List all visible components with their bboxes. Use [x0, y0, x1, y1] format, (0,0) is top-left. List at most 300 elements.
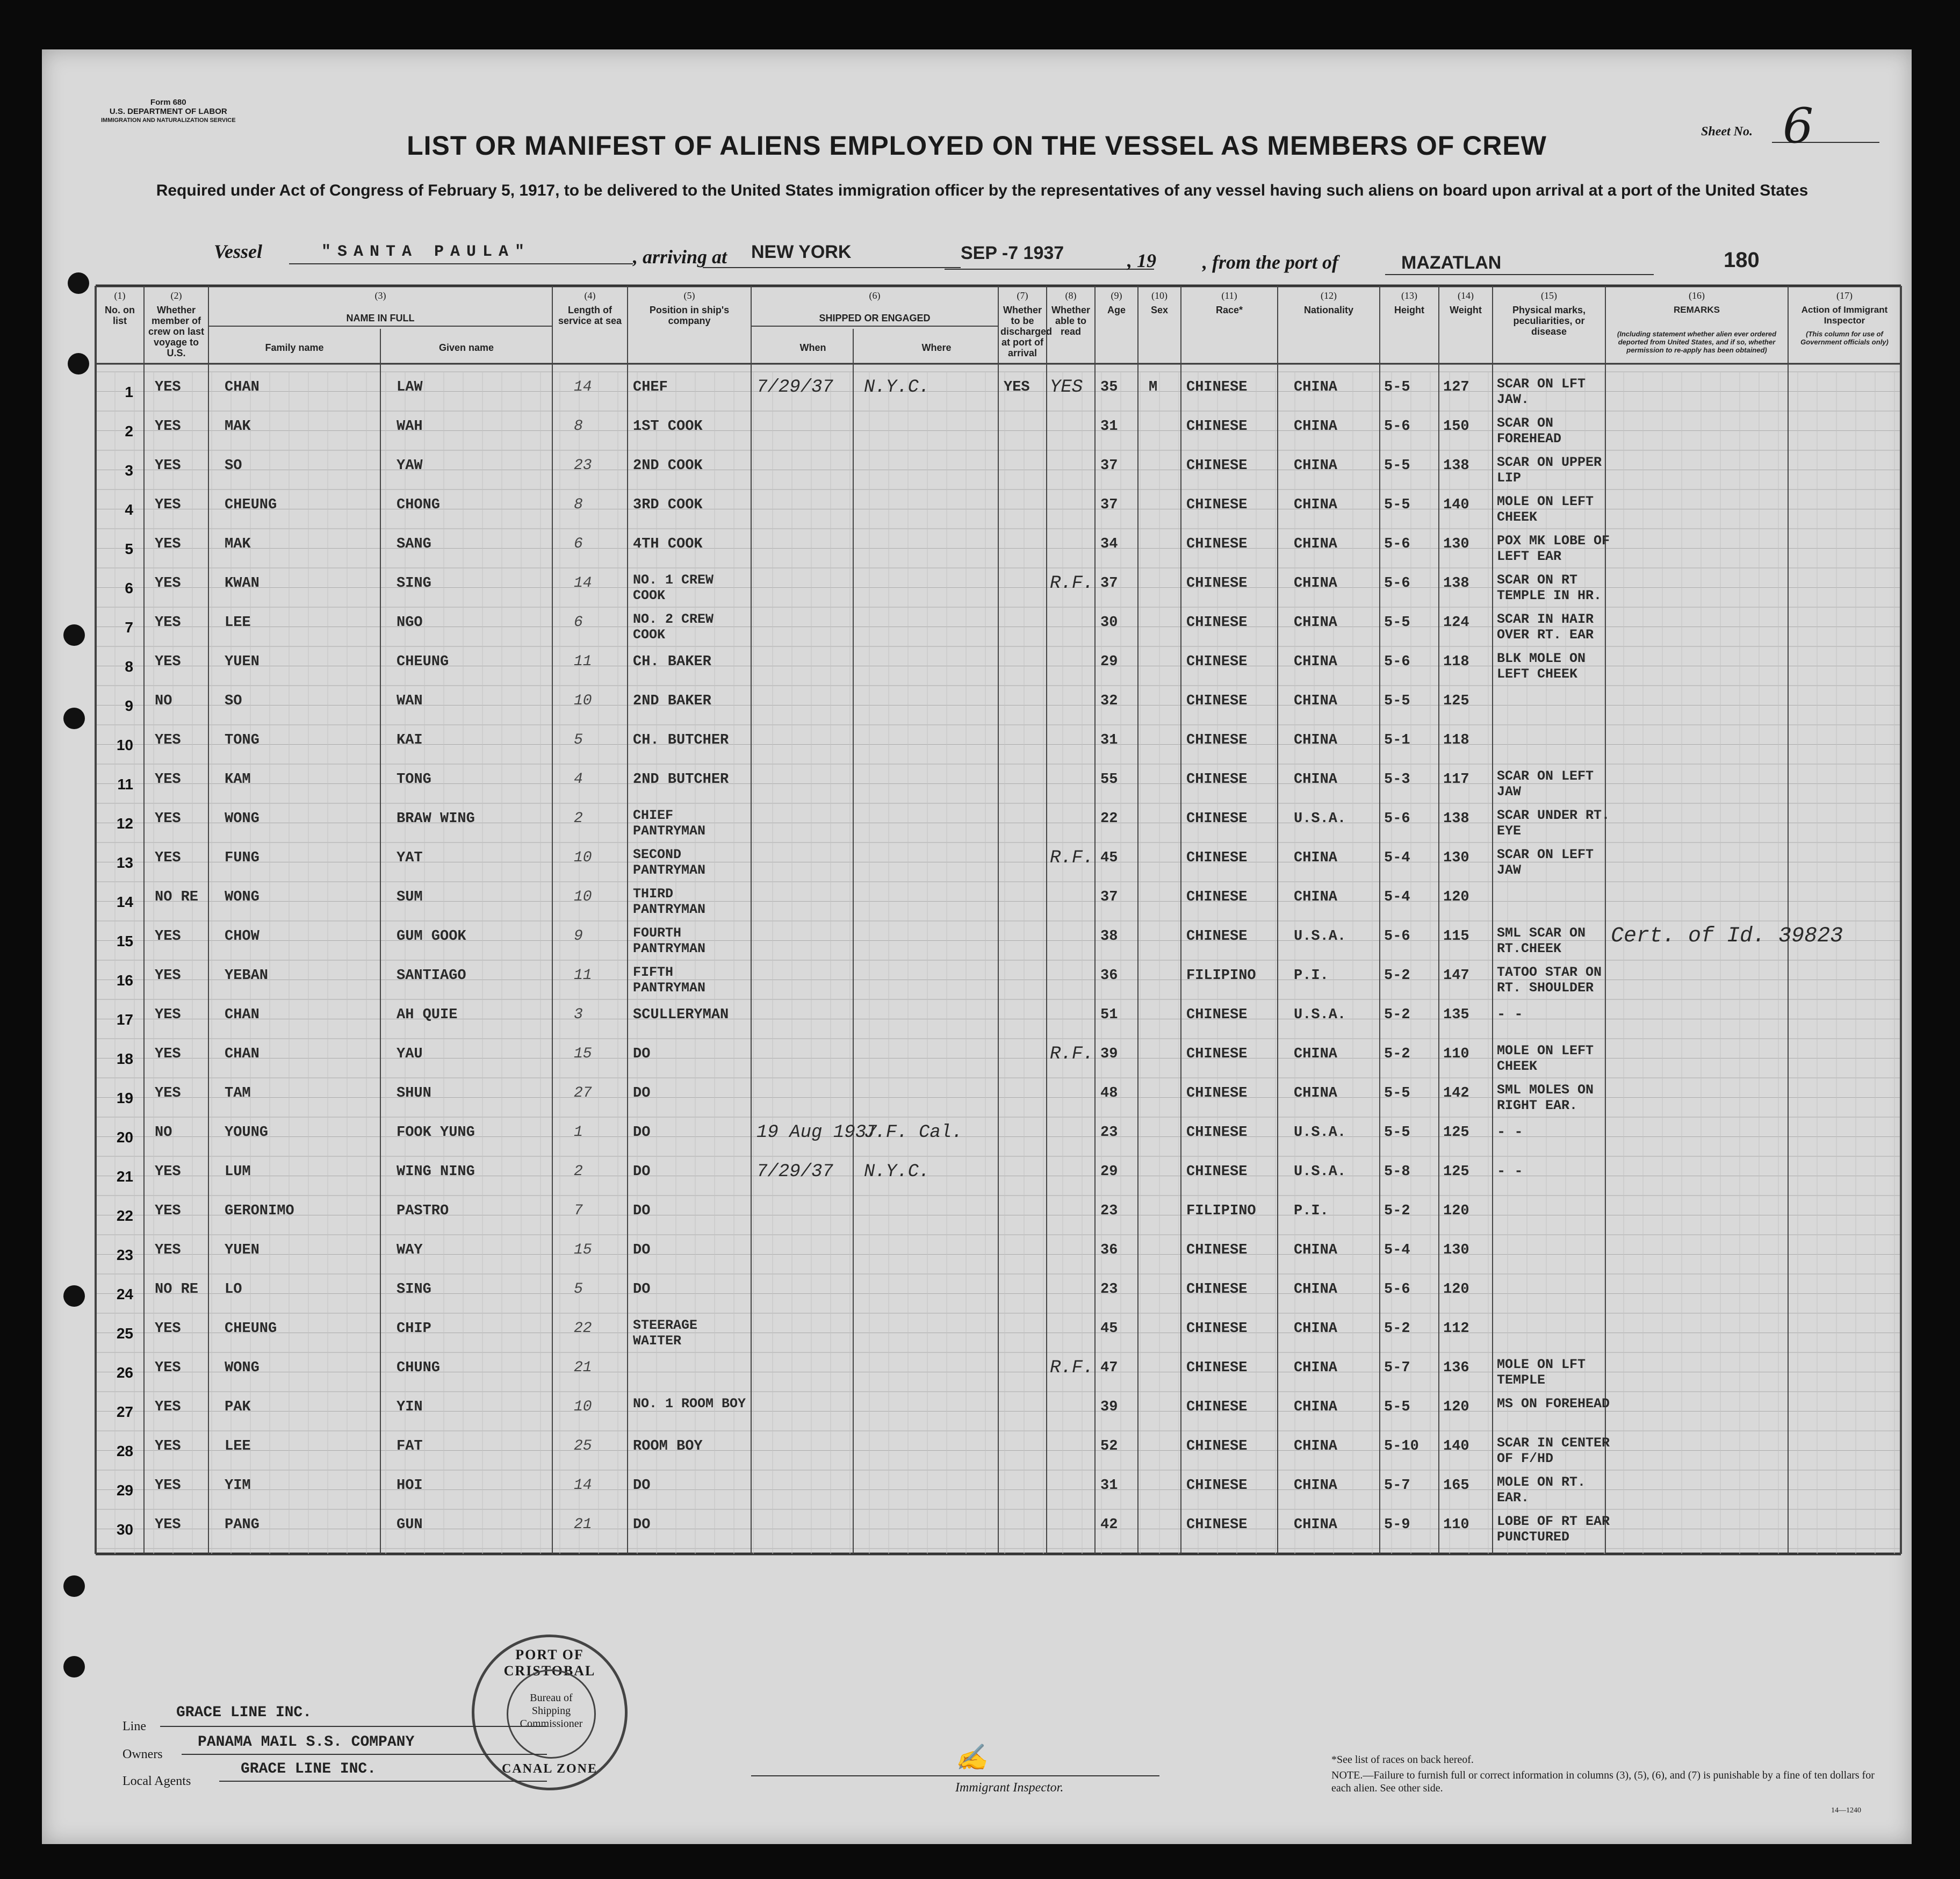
cell-age: 29	[1100, 654, 1118, 670]
cell-service: 7	[574, 1203, 583, 1219]
cell-position: 1ST COOK	[633, 419, 703, 435]
cell-nationality: CHINA	[1294, 536, 1338, 552]
cell-given: YIN	[397, 1399, 423, 1415]
cell-family: LO	[225, 1282, 242, 1298]
form-code: 14—1240	[1831, 1806, 1861, 1815]
stamp-center-text: Bureau of Shipping Commissioner	[520, 1692, 583, 1730]
column-subheader-c6-a: When	[799, 342, 826, 353]
cell-service: 6	[574, 536, 583, 552]
page-subtitle: Required under Act of Congress of February 5, 1917, to be delivered to the United States immigration officer by the representatives of any vessel having such aliens on board upon arrival at a port of the United States	[156, 182, 1808, 199]
cell-service: 14	[574, 379, 592, 395]
cell-nationality: CHINA	[1294, 575, 1338, 592]
cell-age: 42	[1100, 1517, 1118, 1533]
sheet-number-label: Sheet No.	[1701, 125, 1753, 139]
cell-family: PAK	[225, 1399, 251, 1415]
cell-where: N.Y.C.	[864, 1162, 930, 1182]
cell-weight: 120	[1443, 1399, 1469, 1415]
cell-crew: YES	[155, 1478, 181, 1494]
cell-race: CHINESE	[1186, 1282, 1248, 1298]
cell-weight: 120	[1443, 889, 1469, 905]
form-number: Form 680	[150, 98, 186, 107]
manifest-sheet	[42, 49, 1912, 1844]
cell-read: YES	[1050, 377, 1083, 398]
cell-race: CHINESE	[1186, 928, 1248, 945]
owners-value: PANAMA MAIL S.S. COMPANY	[198, 1734, 415, 1751]
cell-position: NO. 1 CREW COOK	[633, 572, 714, 603]
cell-crew: YES	[155, 1046, 181, 1062]
cell-race: CHINESE	[1186, 1242, 1248, 1258]
cell-height: 5-5	[1384, 1125, 1410, 1141]
cell-position: FOURTH PANTRYMAN	[633, 925, 706, 956]
cell-height: 5-2	[1384, 968, 1410, 984]
cell-weight: 150	[1443, 419, 1469, 435]
owners-underline	[182, 1754, 547, 1755]
cell-remarks: Cert. of Id. 39823	[1611, 924, 1843, 948]
column-header-c14: Weight	[1450, 305, 1482, 315]
cell-family: WONG	[225, 1360, 260, 1376]
cell-given: YAT	[397, 850, 423, 866]
cell-weight: 138	[1443, 811, 1469, 827]
cell-given: CHIP	[397, 1321, 431, 1337]
cell-family: CHEUNG	[225, 1321, 277, 1337]
cell-race: CHINESE	[1186, 850, 1248, 866]
cell-race: CHINESE	[1186, 811, 1248, 827]
column-header-c1: No. on list	[105, 305, 135, 326]
cell-crew: YES	[155, 654, 181, 670]
cell-nationality: CHINA	[1294, 654, 1338, 670]
cell-height: 5-4	[1384, 1242, 1410, 1258]
from-port: MAZATLAN	[1401, 253, 1502, 273]
cell-nationality: CHINA	[1294, 693, 1338, 709]
cell-nationality: CHINA	[1294, 889, 1338, 905]
department-name: U.S. DEPARTMENT OF LABOR	[109, 107, 227, 116]
cell-nationality: CHINA	[1294, 1282, 1338, 1298]
cell-given: LAW	[397, 379, 423, 395]
cell-position: 2ND COOK	[633, 458, 703, 474]
column-number-c3: (3)	[374, 290, 386, 301]
row-number: 13	[116, 854, 133, 871]
cell-crew: NO	[155, 1125, 172, 1141]
cell-marks: SCAR UNDER RT. EYE	[1497, 808, 1610, 839]
cell-nationality: CHINA	[1294, 419, 1338, 435]
row-number: 10	[116, 737, 133, 753]
cell-family: KAM	[225, 772, 251, 788]
penalty-note	[1331, 1769, 1885, 1795]
cell-family: FUNG	[225, 850, 260, 866]
cell-position: DO	[633, 1125, 651, 1141]
row-number: 9	[125, 697, 133, 714]
row-number: 19	[116, 1090, 133, 1106]
cell-nationality: CHINA	[1294, 458, 1338, 474]
cell-nationality: CHINA	[1294, 1399, 1338, 1415]
column-header-c7: Whether to be discharged at port of arrival	[1000, 305, 1053, 358]
cell-given: SHUN	[397, 1085, 431, 1102]
cell-age: 52	[1100, 1438, 1118, 1455]
cell-nationality: CHINA	[1294, 1478, 1338, 1494]
cell-race: CHINESE	[1186, 1125, 1248, 1141]
cell-nationality: CHINA	[1294, 1360, 1338, 1376]
cell-given: HOI	[397, 1478, 423, 1494]
arriving-port: NEW YORK	[751, 242, 852, 262]
column-number-c6: (6)	[869, 290, 881, 301]
column-header-c10: Sex	[1150, 305, 1169, 315]
cell-height: 5-7	[1384, 1478, 1410, 1494]
cell-race: CHINESE	[1186, 1360, 1248, 1376]
row-number: 28	[116, 1443, 133, 1459]
column-header-c13: Height	[1394, 305, 1424, 315]
cell-height: 5-2	[1384, 1046, 1410, 1062]
cell-weight: 130	[1443, 536, 1469, 552]
cell-age: 32	[1100, 693, 1118, 709]
row-number: 26	[116, 1364, 133, 1381]
row-number: 16	[116, 972, 133, 989]
cell-service: 14	[574, 1477, 592, 1494]
cell-nationality: P.I.	[1294, 1203, 1329, 1219]
column-number-c2: (2)	[170, 290, 182, 301]
cell-crew: YES	[155, 1438, 181, 1455]
vessel-label: Vessel	[214, 241, 262, 262]
cell-marks: MOLE ON RT. EAR.	[1497, 1474, 1586, 1506]
row-number: 12	[116, 815, 133, 832]
cell-given: TONG	[397, 772, 431, 788]
cell-weight: 165	[1443, 1478, 1469, 1494]
cell-nationality: CHINA	[1294, 772, 1338, 788]
cell-service: 21	[574, 1516, 592, 1533]
cell-race: CHINESE	[1186, 575, 1248, 592]
cell-height: 5-5	[1384, 458, 1410, 474]
cell-race: CHINESE	[1186, 1046, 1248, 1062]
cell-nationality: U.S.A.	[1294, 1125, 1346, 1141]
cell-race: CHINESE	[1186, 889, 1248, 905]
line-value: GRACE LINE INC.	[176, 1704, 312, 1721]
cell-race: CHINESE	[1186, 615, 1248, 631]
cell-service: 2	[574, 810, 583, 827]
cell-service: 14	[574, 575, 592, 592]
cell-position: THIRD PANTRYMAN	[633, 886, 706, 917]
cell-service: 9	[574, 928, 583, 945]
from-port-label: , from the port of	[1202, 251, 1339, 273]
row-number: 29	[116, 1482, 133, 1499]
cell-race: FILIPINO	[1186, 1203, 1256, 1219]
column-number-c17: (17)	[1836, 290, 1853, 301]
cell-age: 34	[1100, 536, 1118, 552]
cell-when: 7/29/37	[756, 1162, 833, 1182]
cell-position: DO	[633, 1282, 651, 1298]
row-number: 14	[116, 894, 133, 910]
cell-given: SANG	[397, 536, 431, 552]
cell-service: 5	[574, 1281, 583, 1298]
cell-height: 5-9	[1384, 1517, 1410, 1533]
cell-race: FILIPINO	[1186, 968, 1256, 984]
cell-height: 5-2	[1384, 1321, 1410, 1337]
stamp-ring-top: PORT OF CRISTOBAL	[503, 1647, 596, 1679]
cell-marks: - -	[1497, 1125, 1523, 1141]
cell-weight: 125	[1443, 693, 1469, 709]
cell-weight: 140	[1443, 1438, 1469, 1455]
cell-family: YUEN	[225, 1242, 260, 1258]
cell-service: 27	[574, 1085, 592, 1102]
cell-nationality: U.S.A.	[1294, 1007, 1346, 1023]
cell-marks: MS ON FOREHEAD	[1497, 1396, 1610, 1412]
column-number-c13: (13)	[1401, 290, 1417, 301]
cell-weight: 110	[1443, 1046, 1469, 1062]
column-number-c14: (14)	[1458, 290, 1474, 301]
cell-family: CHAN	[225, 1046, 260, 1062]
stamp-inner-circle	[507, 1669, 596, 1759]
cell-weight: 124	[1443, 615, 1469, 631]
row-number: 6	[125, 580, 133, 596]
cell-family: YOUNG	[225, 1125, 269, 1141]
cell-height: 5-2	[1384, 1203, 1410, 1219]
cell-weight: 118	[1443, 654, 1469, 670]
column-number-c16: (16)	[1689, 290, 1705, 301]
cell-position: DO	[633, 1203, 651, 1219]
cell-age: 37	[1100, 458, 1118, 474]
cell-given: WAY	[397, 1242, 423, 1258]
cell-family: GERONIMO	[225, 1203, 294, 1219]
cell-race: CHINESE	[1186, 419, 1248, 435]
cell-read: R.F.	[1050, 848, 1094, 868]
cell-nationality: CHINA	[1294, 1517, 1338, 1533]
cell-weight: 138	[1443, 575, 1469, 592]
cell-given: CHEUNG	[397, 654, 449, 670]
row-number: 23	[116, 1247, 133, 1263]
cell-nationality: U.S.A.	[1294, 1164, 1346, 1180]
cell-race: CHINESE	[1186, 1321, 1248, 1337]
column-number-c15: (15)	[1541, 290, 1557, 301]
cell-discharge: YES	[1004, 379, 1030, 395]
column-header-c15: Physical marks, peculiarities, or disease	[1512, 305, 1586, 337]
column-number-c4: (4)	[584, 290, 596, 301]
cell-weight: 120	[1443, 1282, 1469, 1298]
cell-marks: SCAR ON LEFT JAW	[1497, 768, 1594, 800]
cell-read: R.F.	[1050, 1358, 1094, 1378]
cell-nationality: CHINA	[1294, 1321, 1338, 1337]
cell-service: 22	[574, 1320, 592, 1337]
cell-given: WAH	[397, 419, 423, 435]
cell-age: 39	[1100, 1399, 1118, 1415]
cell-crew: YES	[155, 732, 181, 748]
cell-service: 8	[574, 496, 583, 513]
cell-given: FOOK YUNG	[397, 1125, 475, 1141]
cell-crew: YES	[155, 928, 181, 945]
cell-service: 11	[574, 653, 592, 670]
cell-nationality: CHINA	[1294, 1242, 1338, 1258]
cell-nationality: U.S.A.	[1294, 928, 1346, 945]
cell-race: CHINESE	[1186, 458, 1248, 474]
cell-crew: YES	[155, 1242, 181, 1258]
cell-age: 31	[1100, 732, 1118, 748]
cell-family: PANG	[225, 1517, 260, 1533]
cell-family: LUM	[225, 1164, 251, 1180]
column-note-c17: (This column for use of Government officials only)	[1800, 330, 1889, 346]
inspector-label: Immigrant Inspector.	[955, 1781, 1064, 1795]
cell-position: ROOM BOY	[633, 1438, 703, 1455]
cell-crew: YES	[155, 536, 181, 552]
cell-family: CHOW	[225, 928, 260, 945]
cell-given: GUM GOOK	[397, 928, 466, 945]
column-number-c7: (7)	[1017, 290, 1028, 301]
cell-given: YAW	[397, 458, 423, 474]
cell-height: 5-6	[1384, 654, 1410, 670]
cell-given: SUM	[397, 889, 423, 905]
cell-where: J.F. Cal.	[864, 1122, 963, 1143]
cell-family: CHAN	[225, 1007, 260, 1023]
column-header-c11: Race*	[1215, 305, 1243, 315]
vessel-name: "SANTA PAULA"	[321, 243, 531, 261]
cell-position: DO	[633, 1478, 651, 1494]
row-number: 11	[117, 776, 133, 793]
cell-given: FAT	[397, 1438, 423, 1455]
cell-nationality: U.S.A.	[1294, 811, 1346, 827]
row-number: 8	[125, 658, 133, 675]
cell-weight: 115	[1443, 928, 1469, 945]
cell-marks: SCAR IN HAIR OVER RT. EAR	[1497, 611, 1594, 643]
row-number: 4	[125, 501, 133, 518]
cell-race: CHINESE	[1186, 693, 1248, 709]
cell-position: FIFTH PANTRYMAN	[633, 964, 706, 996]
cell-height: 5-7	[1384, 1360, 1410, 1376]
cell-age: 37	[1100, 497, 1118, 513]
cell-position: NO. 2 CREW COOK	[633, 611, 714, 643]
cell-crew: NO	[155, 693, 172, 709]
cell-family: YUEN	[225, 654, 260, 670]
cell-position: CHIEF PANTRYMAN	[633, 808, 706, 839]
column-header-c12: Nationality	[1303, 305, 1353, 315]
column-number-c11: (11)	[1221, 290, 1237, 301]
cell-age: 36	[1100, 1242, 1118, 1258]
cell-marks: MOLE ON LEFT CHEEK	[1497, 494, 1594, 525]
cell-nationality: CHINA	[1294, 497, 1338, 513]
cell-age: 55	[1100, 772, 1118, 788]
cell-crew: YES	[155, 772, 181, 788]
cell-nationality: CHINA	[1294, 1046, 1338, 1062]
cell-height: 5-5	[1384, 379, 1410, 395]
row-number: 15	[116, 933, 133, 949]
cell-weight: 138	[1443, 458, 1469, 474]
cell-given: AH QUIE	[397, 1007, 458, 1023]
cell-family: CHAN	[225, 379, 260, 395]
cell-race: CHINESE	[1186, 772, 1248, 788]
cell-marks: SML MOLES ON RIGHT EAR.	[1497, 1082, 1594, 1113]
cell-marks: SCAR ON RT TEMPLE IN HR.	[1497, 572, 1602, 603]
cell-read: R.F.	[1050, 1044, 1094, 1064]
cell-given: CHONG	[397, 497, 441, 513]
cell-position: DO	[633, 1164, 651, 1180]
cell-given: KAI	[397, 732, 423, 748]
cell-weight: 135	[1443, 1007, 1469, 1023]
service-name: IMMIGRATION AND NATURALIZATION SERVICE	[101, 117, 236, 124]
cell-race: CHINESE	[1186, 1478, 1248, 1494]
cell-race: CHINESE	[1186, 1007, 1248, 1023]
cell-crew: YES	[155, 458, 181, 474]
cell-race: CHINESE	[1186, 1164, 1248, 1180]
cell-position: CH. BAKER	[633, 654, 711, 670]
cell-position: 3RD COOK	[633, 497, 703, 513]
cell-marks: MOLE ON LFT TEMPLE	[1497, 1357, 1586, 1388]
cell-height: 5-4	[1384, 850, 1410, 866]
column-number-c5: (5)	[683, 290, 695, 301]
cell-marks: SCAR ON LFT JAW.	[1497, 376, 1586, 407]
cell-crew: NO RE	[155, 1282, 199, 1298]
cell-marks: - -	[1497, 1007, 1523, 1023]
cell-crew: YES	[155, 1203, 181, 1219]
cell-weight: 130	[1443, 850, 1469, 866]
cell-race: CHINESE	[1186, 379, 1248, 395]
cell-age: 51	[1100, 1007, 1118, 1023]
cell-service: 25	[574, 1438, 592, 1455]
column-header-c8: Whether able to read	[1051, 305, 1090, 337]
row-number: 21	[116, 1168, 133, 1185]
agents-value: GRACE LINE INC.	[241, 1761, 377, 1777]
cell-race: CHINESE	[1186, 1438, 1248, 1455]
cell-weight: 120	[1443, 1203, 1469, 1219]
cell-marks: TATOO STAR ON RT. SHOULDER	[1497, 964, 1602, 996]
cell-nationality: CHINA	[1294, 1085, 1338, 1102]
cell-service: 10	[574, 693, 592, 709]
cell-age: 48	[1100, 1085, 1118, 1102]
cell-marks: SCAR ON UPPER LIP	[1497, 455, 1602, 486]
cell-service: 8	[574, 418, 583, 435]
cell-crew: YES	[155, 850, 181, 866]
cell-crew: YES	[155, 1399, 181, 1415]
cell-marks: SML SCAR ON RT.CHEEK	[1497, 925, 1586, 956]
cell-service: 21	[574, 1359, 592, 1376]
cell-age: 22	[1100, 811, 1118, 827]
row-number: 24	[116, 1286, 133, 1302]
note-label: NOTE.	[1331, 1769, 1363, 1781]
cell-age: 45	[1100, 850, 1118, 866]
cell-height: 5-5	[1384, 497, 1410, 513]
column-subheader-c3-b: Given name	[438, 342, 494, 353]
cell-family: SO	[225, 693, 242, 709]
cell-given: BRAW WING	[397, 811, 475, 827]
cell-age: 23	[1100, 1125, 1118, 1141]
cell-nationality: CHINA	[1294, 732, 1338, 748]
cell-marks: - -	[1497, 1164, 1523, 1180]
cell-weight: 136	[1443, 1360, 1469, 1376]
cell-service: 10	[574, 1399, 592, 1415]
cell-age: 45	[1100, 1321, 1118, 1337]
cell-service: 6	[574, 614, 583, 631]
agents-underline	[219, 1781, 547, 1782]
cell-family: MAK	[225, 536, 251, 552]
cell-age: 29	[1100, 1164, 1118, 1180]
cell-family: LEE	[225, 1438, 251, 1455]
cell-crew: YES	[155, 575, 181, 592]
cell-crew: YES	[155, 968, 181, 984]
column-header-c16: REMARKS	[1674, 305, 1720, 315]
cell-given: WING NING	[397, 1164, 475, 1180]
row-number: 17	[116, 1011, 133, 1028]
column-header-c5: Position in ship's company	[649, 305, 730, 326]
cell-height: 5-6	[1384, 811, 1410, 827]
cell-service: 10	[574, 849, 592, 866]
stamp-ring-bottom: CANAL ZONE	[501, 1762, 598, 1776]
arriving-label: , arriving at	[633, 246, 727, 268]
cell-family: WONG	[225, 811, 260, 827]
cell-age: 31	[1100, 419, 1118, 435]
cell-crew: YES	[155, 811, 181, 827]
owners-label: Owners	[122, 1747, 163, 1761]
cell-weight: 147	[1443, 968, 1469, 984]
cell-marks: POX MK LOBE OF LEFT EAR	[1497, 533, 1610, 564]
cell-family: YIM	[225, 1478, 251, 1494]
cell-marks: LOBE OF RT EAR PUNCTURED	[1497, 1514, 1610, 1545]
cell-service: 2	[574, 1163, 583, 1180]
cell-family: MAK	[225, 419, 251, 435]
cell-weight: 125	[1443, 1164, 1469, 1180]
